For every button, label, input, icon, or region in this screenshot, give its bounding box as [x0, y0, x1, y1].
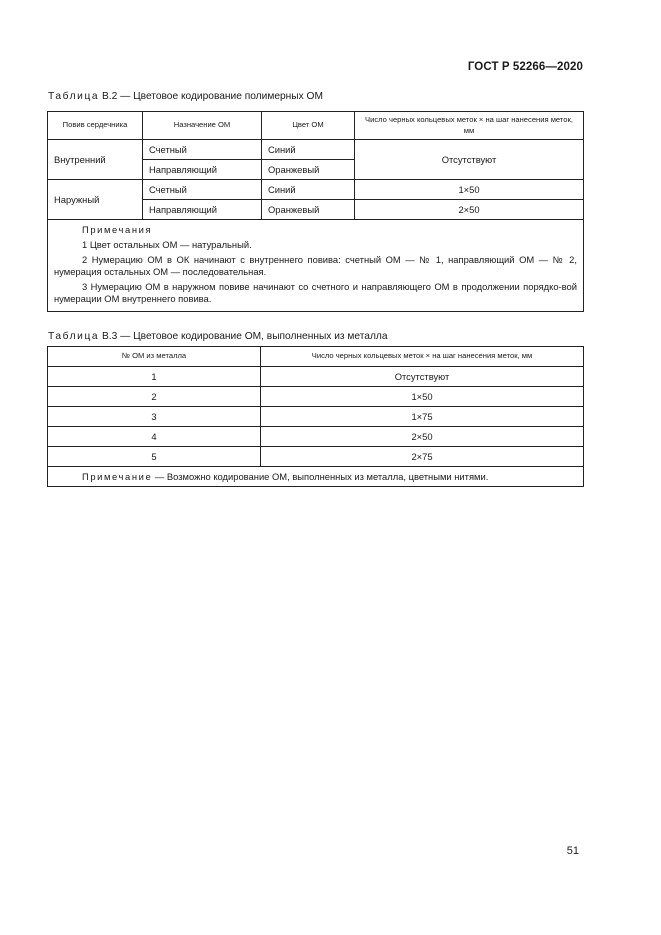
layer-cell: Внутренний [48, 140, 143, 180]
marks-cell: Отсутствуют [355, 140, 584, 180]
notes-cell [48, 220, 584, 312]
table-b3-caption-word: Таблица [48, 331, 100, 342]
table-b2-caption-text: В.2 — Цветовое кодирование полимерных ОМ [99, 91, 323, 102]
purpose-cell: Направляющий [143, 200, 262, 220]
note-item: 3 Нумерацию ОМ в наружном повиве начинают со счетного и направляющего ОМ в продолжении порядко-вой нумерации ОМ внутреннего повива. [54, 281, 577, 304]
table-row [48, 407, 584, 427]
document-header: ГОСТ Р 52266—2020 [467, 61, 583, 73]
table-b2-caption-word: Таблица [48, 91, 100, 102]
layer-cell: Наружный [48, 180, 143, 220]
note-title: Примечание [82, 470, 153, 482]
purpose-cell: Счетный [143, 180, 262, 200]
note-cell [48, 467, 584, 487]
table-b3-caption-text: В.3 — Цветовое кодирование ОМ, выполненных из металла [99, 331, 388, 342]
table-row [48, 367, 584, 387]
table-row [48, 387, 584, 407]
column-header: № ОМ из металла [48, 347, 261, 367]
number-cell: 1 [48, 367, 261, 387]
purpose-cell: Счетный [143, 140, 262, 160]
table-b3-header-row [48, 347, 584, 367]
column-header: Повив сердечника [48, 112, 143, 140]
color-cell: Синий [262, 180, 355, 200]
marks-cell: 2×50 [261, 427, 584, 447]
table-row [48, 427, 584, 447]
table-b3-caption [48, 331, 388, 342]
number-cell: 2 [48, 387, 261, 407]
column-header: Число черных кольцевых меток × на шаг нанесения меток, мм [355, 112, 584, 140]
page-number: 51 [566, 845, 579, 857]
table-b3 [47, 346, 584, 487]
table-b2-caption [48, 91, 323, 102]
marks-cell: 1×75 [261, 407, 584, 427]
number-cell: 4 [48, 427, 261, 447]
marks-cell: 1×50 [261, 387, 584, 407]
note-text: — Возможно кодирование ОМ, выполненных из металла, цветными нитями. [152, 470, 489, 482]
color-cell: Оранжевый [262, 200, 355, 220]
table-b2 [47, 111, 584, 312]
color-cell: Оранжевый [262, 160, 355, 180]
table-b3-note-row [48, 467, 584, 487]
table-row [48, 447, 584, 467]
column-header: Назначение ОМ [143, 112, 262, 140]
notes-title: Примечания [82, 224, 153, 235]
column-header: Цвет ОМ [262, 112, 355, 140]
column-header: Число черных кольцевых меток × на шаг нанесения меток, мм [261, 347, 584, 367]
table-row [48, 180, 584, 200]
marks-cell: 2×50 [355, 200, 584, 220]
purpose-cell: Направляющий [143, 160, 262, 180]
color-cell: Синий [262, 140, 355, 160]
marks-cell: Отсутствуют [261, 367, 584, 387]
number-cell: 3 [48, 407, 261, 427]
note-item: 2 Нумерацию ОМ в ОК начинают с внутреннего повива: счетный ОМ — № 1, направляющий ОМ — № 2, нумерация остальных ОМ — последовательная. [54, 254, 577, 277]
number-cell: 5 [48, 447, 261, 467]
note-item: 1 Цвет остальных ОМ — натуральный. [82, 239, 252, 250]
table-row [48, 140, 584, 160]
table-b2-notes-row [48, 220, 584, 312]
marks-cell: 2×75 [261, 447, 584, 467]
marks-cell: 1×50 [355, 180, 584, 200]
table-b2-header-row [48, 112, 584, 140]
